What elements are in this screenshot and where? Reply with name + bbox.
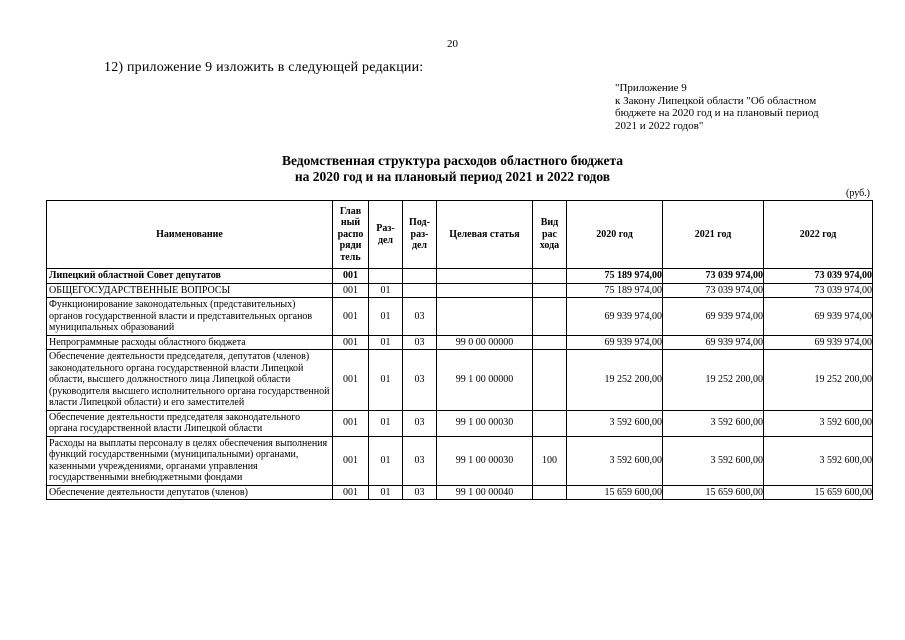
row-name: Непрограммные расходы областного бюджета <box>47 335 333 350</box>
row-amount-2021: 19 252 200,00 <box>663 350 764 411</box>
header-chief-administrator: Глав ный распо ряди тель <box>333 201 369 269</box>
row-subsection: 03 <box>403 350 437 411</box>
header-expense-type: Вид рас хода <box>533 201 567 269</box>
row-section: 01 <box>369 298 403 336</box>
row-chief-administrator: 001 <box>333 436 369 485</box>
row-subsection <box>403 283 437 298</box>
row-amount-2022: 73 039 974,00 <box>764 283 873 298</box>
appendix-line: бюджете на 2020 год и на плановый период <box>615 107 819 119</box>
title-line: Ведомственная структура расходов областного бюджета <box>281 153 624 168</box>
row-amount-2022: 69 939 974,00 <box>764 298 873 336</box>
row-target-article: 99 1 00 00000 <box>437 350 533 411</box>
row-expense-type <box>533 485 567 500</box>
row-amount-2021: 69 939 974,00 <box>663 335 764 350</box>
row-subsection <box>403 269 437 284</box>
row-amount-2020: 75 189 974,00 <box>567 283 663 298</box>
row-amount-2021: 3 592 600,00 <box>663 436 764 485</box>
row-name: Обеспечение деятельности депутатов (членов) <box>47 485 333 500</box>
header-year-2021: 2021 год <box>663 201 764 269</box>
page-number: 20 <box>447 38 458 50</box>
row-subsection: 03 <box>403 485 437 500</box>
row-amount-2021: 3 592 600,00 <box>663 410 764 436</box>
row-amount-2021: 15 659 600,00 <box>663 485 764 500</box>
row-chief-administrator: 001 <box>333 350 369 411</box>
row-name: Липецкий областной Совет депутатов <box>47 269 333 284</box>
row-expense-type: 100 <box>533 436 567 485</box>
row-amount-2022: 19 252 200,00 <box>764 350 873 411</box>
row-amount-2022: 3 592 600,00 <box>764 410 873 436</box>
table-row <box>47 350 873 411</box>
appendix-reference <box>615 82 855 132</box>
appendix-line: 2021 и 2022 годов" <box>615 119 704 132</box>
table-body <box>47 269 873 500</box>
row-amount-2020: 3 592 600,00 <box>567 410 663 436</box>
row-target-article: 99 0 00 00000 <box>437 335 533 350</box>
row-amount-2021: 73 039 974,00 <box>663 269 764 284</box>
title-line: на 2020 год и на плановый период 2021 и 2022 годов <box>294 169 611 184</box>
row-chief-administrator: 001 <box>333 410 369 436</box>
row-expense-type <box>533 298 567 336</box>
row-subsection: 03 <box>403 298 437 336</box>
row-name: ОБЩЕГОСУДАРСТВЕННЫЕ ВОПРОСЫ <box>47 283 333 298</box>
row-amount-2020: 3 592 600,00 <box>567 436 663 485</box>
row-name: Функционирование законодательных (представительных) органов государственной власти и представительных органов муниципальных образований <box>47 298 333 336</box>
row-amount-2021: 69 939 974,00 <box>663 298 764 336</box>
row-chief-administrator: 001 <box>333 485 369 500</box>
units-label: (руб.) <box>846 188 870 199</box>
row-amount-2020: 75 189 974,00 <box>567 269 663 284</box>
row-subsection: 03 <box>403 335 437 350</box>
row-amount-2021: 73 039 974,00 <box>663 283 764 298</box>
header-year-2020: 2020 год <box>567 201 663 269</box>
budget-table <box>46 200 873 500</box>
intro-text: 12) приложение 9 изложить в следующей редакции: <box>104 60 424 75</box>
row-expense-type <box>533 410 567 436</box>
row-amount-2022: 3 592 600,00 <box>764 436 873 485</box>
table-row <box>47 485 873 500</box>
row-expense-type <box>533 350 567 411</box>
table-row <box>47 410 873 436</box>
row-chief-administrator: 001 <box>333 283 369 298</box>
header-section: Раз- дел <box>369 201 403 269</box>
table-row <box>47 335 873 350</box>
table-row <box>47 283 873 298</box>
document-title <box>0 153 905 185</box>
table-header-row <box>47 201 873 269</box>
row-amount-2022: 73 039 974,00 <box>764 269 873 284</box>
row-amount-2022: 69 939 974,00 <box>764 335 873 350</box>
appendix-line: "Приложение 9 <box>615 82 687 94</box>
row-name: Обеспечение деятельности председателя, депутатов (членов) законодательного органа государственной власти Липецкой области, высшего должностного лица Липецкой области (руководителя высшего исполнительного органа государственной власти Липецкой области) и его заместителей <box>47 350 333 411</box>
header-name: Наименование <box>47 201 333 269</box>
row-expense-type <box>533 283 567 298</box>
row-section: 01 <box>369 283 403 298</box>
row-amount-2020: 19 252 200,00 <box>567 350 663 411</box>
row-amount-2022: 15 659 600,00 <box>764 485 873 500</box>
row-chief-administrator: 001 <box>333 335 369 350</box>
row-name: Расходы на выплаты персоналу в целях обеспечения выполнения функций государственными (муниципальными) органами, казенными учреждениями, органами управления государственными внебюджетными фондами <box>47 436 333 485</box>
row-section: 01 <box>369 436 403 485</box>
row-target-article <box>437 283 533 298</box>
row-section <box>369 269 403 284</box>
row-amount-2020: 15 659 600,00 <box>567 485 663 500</box>
header-year-2022: 2022 год <box>764 201 873 269</box>
header-subsection: Под- раз- дел <box>403 201 437 269</box>
row-target-article <box>437 269 533 284</box>
row-section: 01 <box>369 350 403 411</box>
row-target-article: 99 1 00 00030 <box>437 436 533 485</box>
row-chief-administrator: 001 <box>333 298 369 336</box>
row-amount-2020: 69 939 974,00 <box>567 335 663 350</box>
table-row <box>47 269 873 284</box>
header-target-article: Целевая статья <box>437 201 533 269</box>
table-row <box>47 436 873 485</box>
row-target-article <box>437 298 533 336</box>
row-subsection: 03 <box>403 410 437 436</box>
row-target-article: 99 1 00 00030 <box>437 410 533 436</box>
row-expense-type <box>533 269 567 284</box>
table-row <box>47 298 873 336</box>
row-section: 01 <box>369 485 403 500</box>
row-subsection: 03 <box>403 436 437 485</box>
row-section: 01 <box>369 410 403 436</box>
row-chief-administrator: 001 <box>333 269 369 284</box>
row-section: 01 <box>369 335 403 350</box>
row-name: Обеспечение деятельности председателя законодательного органа государственной власти Липецкой области <box>47 410 333 436</box>
row-amount-2020: 69 939 974,00 <box>567 298 663 336</box>
appendix-line: к Закону Липецкой области "Об областном <box>615 94 817 107</box>
row-target-article: 99 1 00 00040 <box>437 485 533 500</box>
row-expense-type <box>533 335 567 350</box>
